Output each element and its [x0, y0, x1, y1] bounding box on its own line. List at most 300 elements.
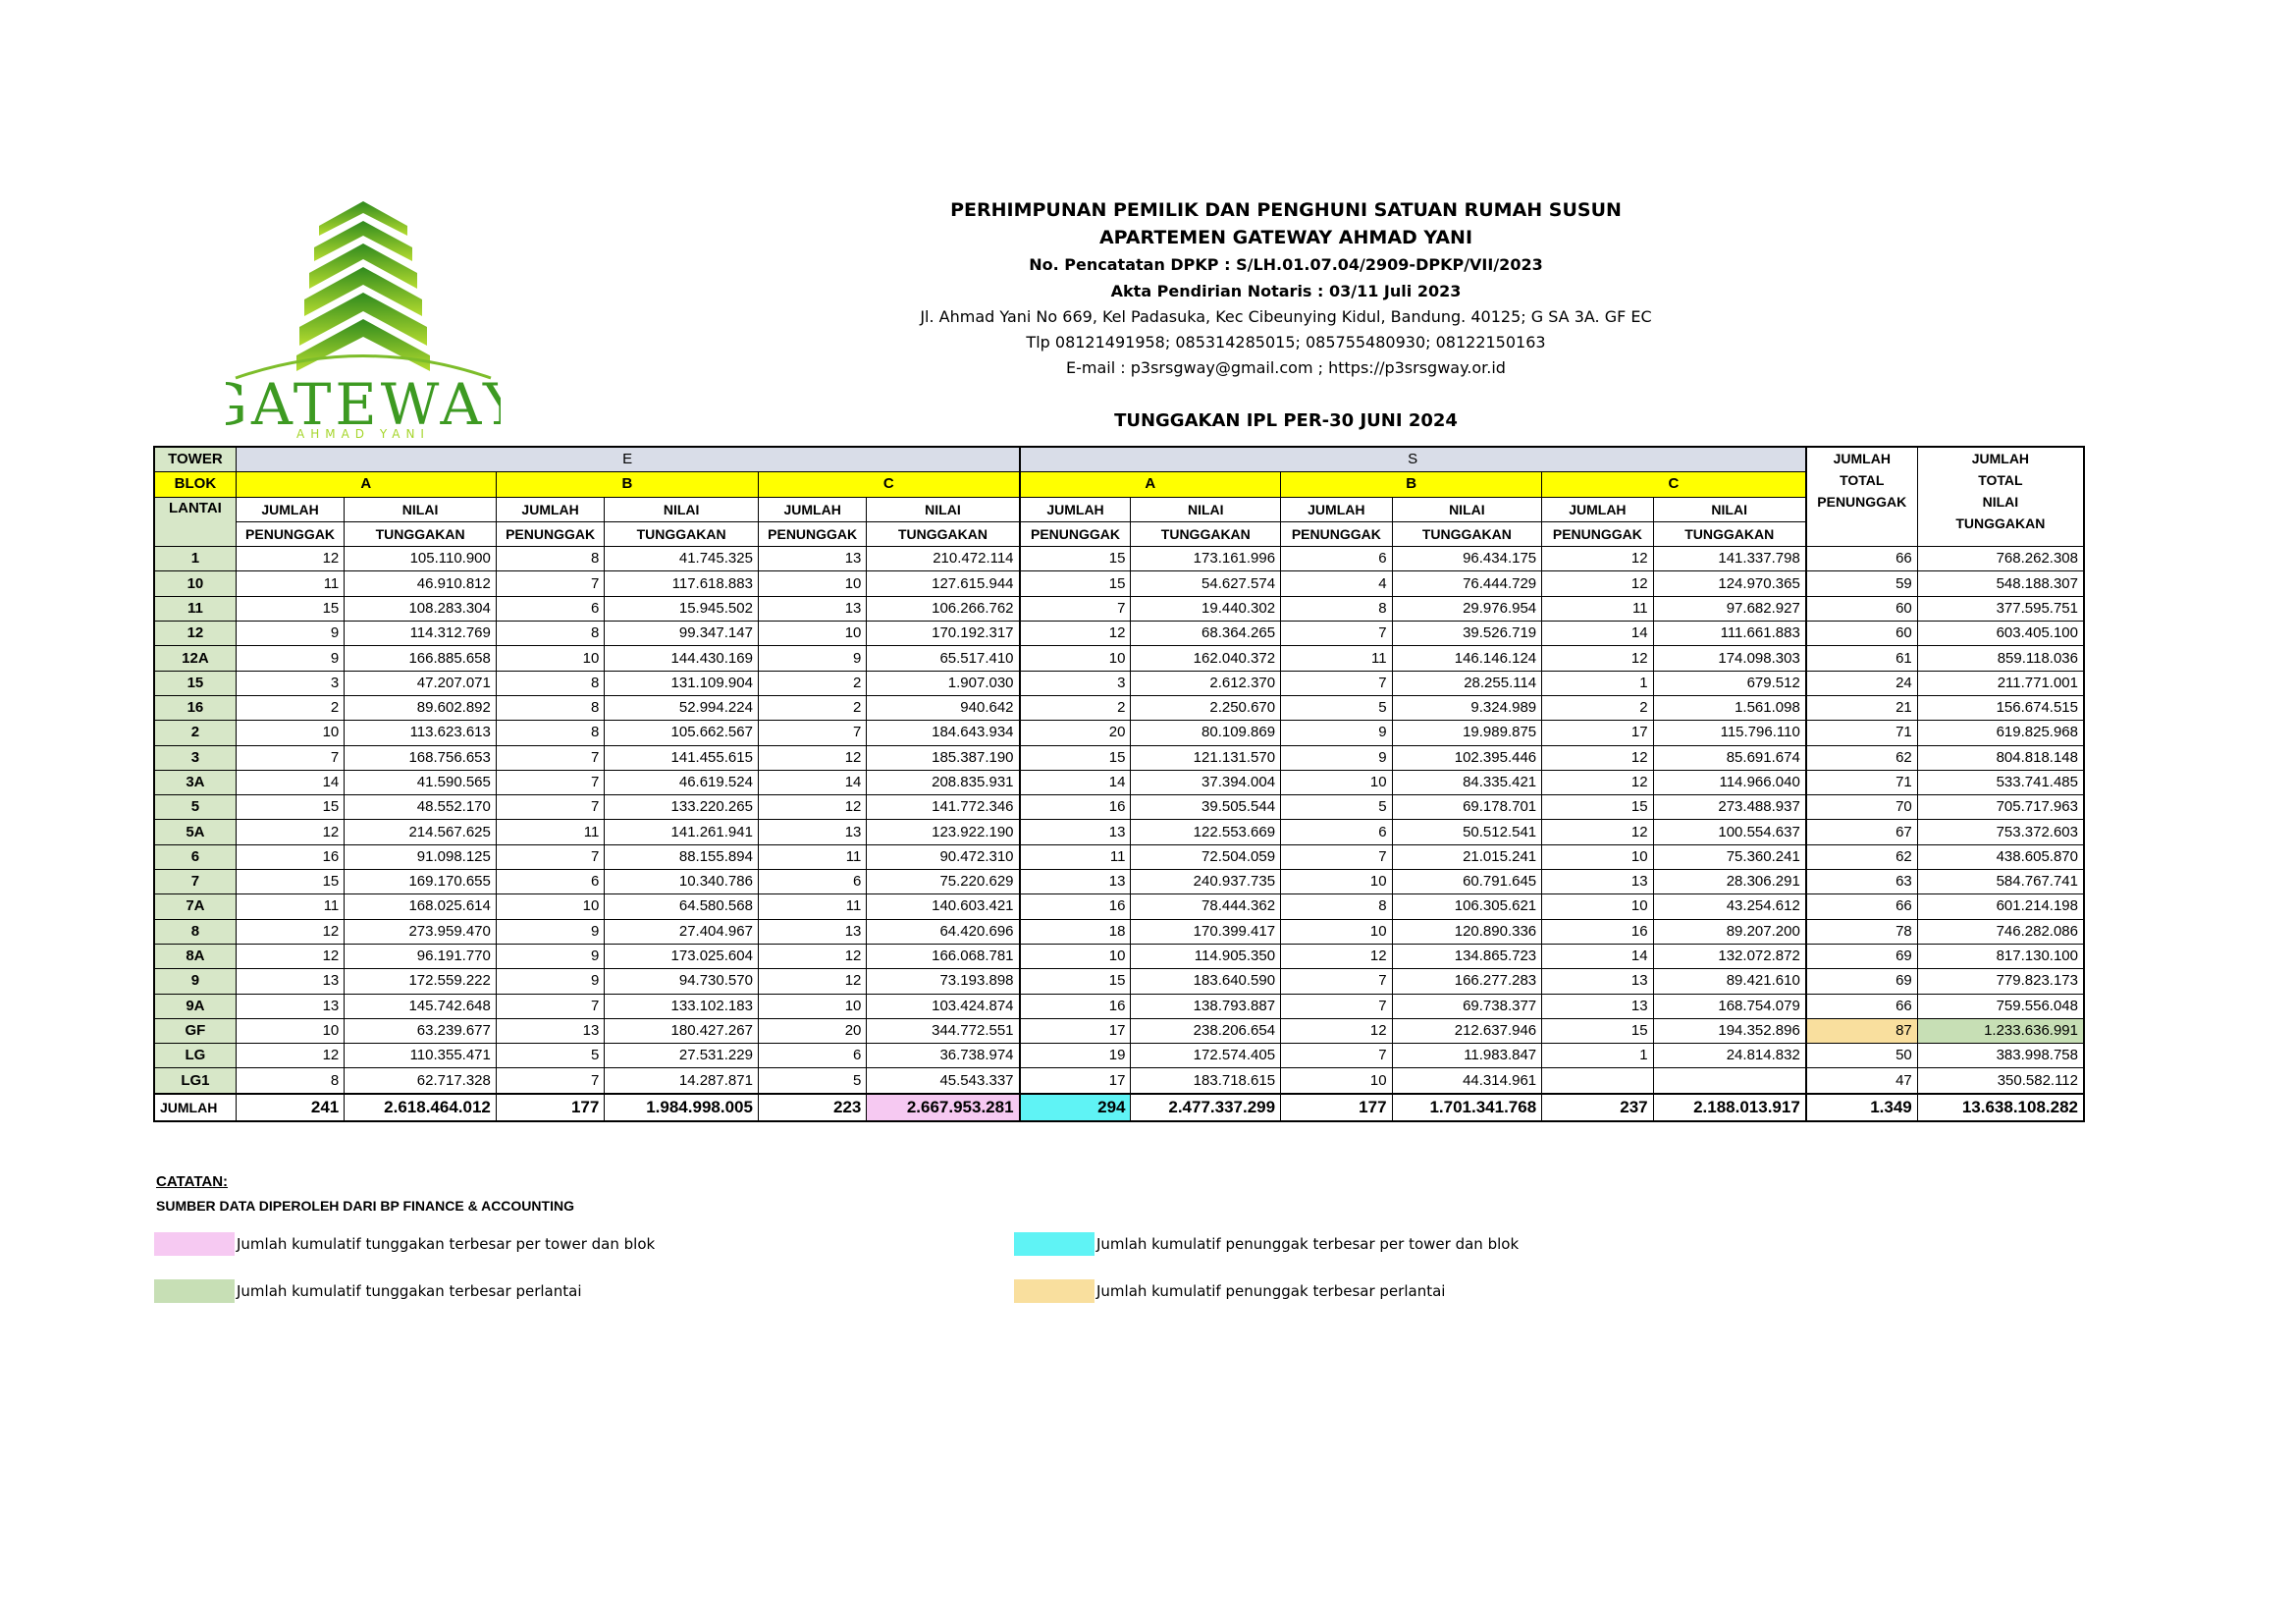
- tunggakan-value-cell: 124.970.365: [1653, 571, 1806, 596]
- penunggak-count-cell: 19: [1020, 1044, 1131, 1068]
- penunggak-count-cell: 12: [236, 820, 344, 844]
- total-penunggak-header: [1806, 447, 1917, 547]
- col-tunggakan: TUNGGAKAN: [1653, 521, 1806, 546]
- legend-pink: [154, 1232, 655, 1256]
- tunggakan-value-cell: 78.444.362: [1131, 894, 1281, 919]
- header-text: TOTAL: [1978, 472, 2023, 488]
- tower-s-blok-c: C: [1542, 472, 1806, 497]
- penunggak-count-cell: 15: [1020, 571, 1131, 596]
- logo-wordmark: ATEWA: [251, 371, 484, 438]
- table-row: [154, 646, 2084, 671]
- penunggak-count-cell: 10: [236, 721, 344, 745]
- tunggakan-value-cell: 94.730.570: [605, 969, 759, 994]
- tunggakan-value-cell: 117.618.883: [605, 571, 759, 596]
- legend-swatch-yellow: [1014, 1279, 1095, 1303]
- tunggakan-value-cell: 75.220.629: [867, 870, 1020, 894]
- floor-label: GF: [154, 1018, 236, 1043]
- tunggakan-value-cell: 1.701.341.768: [1392, 1094, 1542, 1121]
- tunggakan-value-cell: 108.283.304: [345, 596, 497, 621]
- penunggak-count-cell: 10: [1281, 870, 1392, 894]
- table-row: [154, 844, 2084, 869]
- penunggak-count-cell: 2: [758, 671, 866, 695]
- penunggak-count-cell: 7: [758, 721, 866, 745]
- header-row-blok: [154, 472, 2084, 497]
- table-body: [154, 547, 2084, 1121]
- tunggakan-value-cell: 131.109.904: [605, 671, 759, 695]
- tunggakan-value-cell: 184.643.934: [867, 721, 1020, 745]
- penunggak-count-cell: 1.349: [1806, 1094, 1917, 1121]
- floor-label: 3: [154, 745, 236, 770]
- tunggakan-value-cell: 28.255.114: [1392, 671, 1542, 695]
- tunggakan-value-cell: 121.131.570: [1131, 745, 1281, 770]
- address: Jl. Ahmad Yani No 669, Kel Padasuka, Kec Cibeunying Kidul, Bandung. 40125; G SA 3A. GF EC: [920, 307, 1652, 326]
- penunggak-count-cell: 5: [758, 1068, 866, 1094]
- tunggakan-value-cell: 21.015.241: [1392, 844, 1542, 869]
- penunggak-count-cell: 6: [758, 1044, 866, 1068]
- table-row: [154, 1044, 2084, 1068]
- floor-label: 7A: [154, 894, 236, 919]
- legend-swatch-cyan: [1014, 1232, 1095, 1256]
- penunggak-count-cell: 9: [236, 646, 344, 671]
- penunggak-count-cell: 237: [1542, 1094, 1653, 1121]
- penunggak-count-cell: 10: [1281, 919, 1392, 944]
- col-tunggakan: TUNGGAKAN: [345, 521, 497, 546]
- floor-label: 15: [154, 671, 236, 695]
- tunggakan-value-cell: 10.340.786: [605, 870, 759, 894]
- penunggak-count-cell: 8: [236, 1068, 344, 1094]
- tunggakan-value-cell: 114.905.350: [1131, 944, 1281, 968]
- notes-title: CATATAN:: [156, 1173, 229, 1190]
- penunggak-count-cell: 10: [1281, 1068, 1392, 1094]
- tunggakan-value-cell: 133.102.183: [605, 994, 759, 1018]
- floor-label: 5: [154, 795, 236, 820]
- tunggakan-value-cell: 72.504.059: [1131, 844, 1281, 869]
- tunggakan-value-cell: 19.989.875: [1392, 721, 1542, 745]
- tunggakan-value-cell: 46.619.524: [605, 770, 759, 794]
- lantai-label: LANTAI: [154, 497, 236, 547]
- penunggak-count-cell: 71: [1806, 770, 1917, 794]
- penunggak-count-cell: 15: [1542, 1018, 1653, 1043]
- tunggakan-value-cell: 96.191.770: [345, 944, 497, 968]
- tunggakan-value-cell: 156.674.515: [1917, 695, 2084, 720]
- penunggak-count-cell: 12: [1542, 547, 1653, 571]
- tunggakan-value-cell: 2.477.337.299: [1131, 1094, 1281, 1121]
- header-text: JUMLAH: [1833, 451, 1891, 466]
- penunggak-count-cell: 12: [1542, 571, 1653, 596]
- tunggakan-value-cell: 210.472.114: [867, 547, 1020, 571]
- tunggakan-value-cell: 2.188.013.917: [1653, 1094, 1806, 1121]
- tunggakan-value-cell: 64.420.696: [867, 919, 1020, 944]
- tunggakan-value-cell: 238.206.654: [1131, 1018, 1281, 1043]
- tunggakan-value-cell: 804.818.148: [1917, 745, 2084, 770]
- tunggakan-value-cell: 183.640.590: [1131, 969, 1281, 994]
- penunggak-count-cell: 16: [1020, 894, 1131, 919]
- penunggak-count-cell: 7: [496, 770, 604, 794]
- table-row: [154, 547, 2084, 571]
- tunggakan-value-cell: 113.623.613: [345, 721, 497, 745]
- tunggakan-value-cell: 52.994.224: [605, 695, 759, 720]
- penunggak-count-cell: 9: [1281, 745, 1392, 770]
- tunggakan-value-cell: 166.885.658: [345, 646, 497, 671]
- tunggakan-value-cell: 123.922.190: [867, 820, 1020, 844]
- penunggak-count-cell: 9: [496, 919, 604, 944]
- penunggak-count-cell: 15: [1020, 547, 1131, 571]
- floor-label: 12A: [154, 646, 236, 671]
- col-tunggakan: TUNGGAKAN: [1131, 521, 1281, 546]
- header-row-columns-1: [154, 497, 2084, 521]
- floor-label: 9: [154, 969, 236, 994]
- total-label: JUMLAH: [154, 1094, 236, 1121]
- tunggakan-value-cell: 2.667.953.281: [867, 1094, 1020, 1121]
- tunggakan-value-cell: 273.959.470: [345, 919, 497, 944]
- col-nilai: NILAI: [1653, 497, 1806, 521]
- penunggak-count-cell: 7: [1281, 994, 1392, 1018]
- penunggak-count-cell: 14: [1542, 622, 1653, 646]
- total-row: [154, 1094, 2084, 1121]
- penunggak-count-cell: 7: [1281, 622, 1392, 646]
- header-row-columns-2: [154, 521, 2084, 546]
- tunggakan-value-cell: 62.717.328: [345, 1068, 497, 1094]
- penunggak-count-cell: 15: [1020, 745, 1131, 770]
- col-tunggakan: TUNGGAKAN: [605, 521, 759, 546]
- penunggak-count-cell: 8: [496, 671, 604, 695]
- col-jumlah: JUMLAH: [758, 497, 866, 521]
- penunggak-count-cell: 10: [758, 994, 866, 1018]
- penunggak-count-cell: 12: [1542, 820, 1653, 844]
- table-row: [154, 671, 2084, 695]
- col-penunggak: PENUNGGAK: [496, 521, 604, 546]
- penunggak-count-cell: 5: [1281, 795, 1392, 820]
- tunggakan-value-cell: 185.387.190: [867, 745, 1020, 770]
- tunggakan-value-cell: 817.130.100: [1917, 944, 2084, 968]
- penunggak-count-cell: 6: [758, 870, 866, 894]
- tunggakan-value-cell: 1.561.098: [1653, 695, 1806, 720]
- table-row: [154, 894, 2084, 919]
- penunggak-count-cell: 10: [496, 646, 604, 671]
- penunggak-count-cell: 2: [236, 695, 344, 720]
- penunggak-count-cell: 7: [236, 745, 344, 770]
- penunggak-count-cell: 11: [1281, 646, 1392, 671]
- col-jumlah: JUMLAH: [1020, 497, 1131, 521]
- header-text: TUNGGAKAN: [1955, 515, 2046, 531]
- penunggak-count-cell: 13: [758, 919, 866, 944]
- penunggak-count-cell: 13: [236, 994, 344, 1018]
- tunggakan-value-cell: 383.998.758: [1917, 1044, 2084, 1068]
- registration-number: No. Pencatatan DPKP : S/LH.01.07.04/2909-DPKP/VII/2023: [1029, 255, 1543, 274]
- col-penunggak: PENUNGGAK: [236, 521, 344, 546]
- penunggak-count-cell: 10: [758, 571, 866, 596]
- tunggakan-value-cell: 41.745.325: [605, 547, 759, 571]
- penunggak-count-cell: 10: [1542, 844, 1653, 869]
- floor-label: 3A: [154, 770, 236, 794]
- tunggakan-value-cell: 194.352.896: [1653, 1018, 1806, 1043]
- tunggakan-value-cell: 145.742.648: [345, 994, 497, 1018]
- tunggakan-value-cell: 90.472.310: [867, 844, 1020, 869]
- tunggakan-value-cell: 132.072.872: [1653, 944, 1806, 968]
- tunggakan-value-cell: 746.282.086: [1917, 919, 2084, 944]
- penunggak-count-cell: 8: [496, 695, 604, 720]
- legend-swatch-green: [154, 1279, 235, 1303]
- notes-section: [156, 1173, 574, 1214]
- tunggakan-value-cell: 172.574.405: [1131, 1044, 1281, 1068]
- penunggak-count-cell: 14: [758, 770, 866, 794]
- col-nilai: NILAI: [1392, 497, 1542, 521]
- tunggakan-value-cell: 169.170.655: [345, 870, 497, 894]
- penunggak-count-cell: 10: [1542, 894, 1653, 919]
- penunggak-count-cell: 24: [1806, 671, 1917, 695]
- tunggakan-value-cell: 133.220.265: [605, 795, 759, 820]
- penunggak-count-cell: 4: [1281, 571, 1392, 596]
- tower-s-header: S: [1020, 447, 1806, 472]
- tunggakan-value-cell: 779.823.173: [1917, 969, 2084, 994]
- penunggak-count-cell: 8: [496, 721, 604, 745]
- tunggakan-value-cell: 174.098.303: [1653, 646, 1806, 671]
- table-row: [154, 944, 2084, 968]
- tunggakan-value-cell: 533.741.485: [1917, 770, 2084, 794]
- col-penunggak: PENUNGGAK: [758, 521, 866, 546]
- penunggak-count-cell: 7: [1281, 969, 1392, 994]
- penunggak-count-cell: 70: [1806, 795, 1917, 820]
- gateway-logo: [226, 196, 501, 442]
- penunggak-count-cell: 9: [496, 969, 604, 994]
- tunggakan-value-cell: 122.553.669: [1131, 820, 1281, 844]
- tunggakan-value-cell: 2.612.370: [1131, 671, 1281, 695]
- tunggakan-value-cell: 211.771.001: [1917, 671, 2084, 695]
- table-row: [154, 622, 2084, 646]
- tunggakan-value-cell: 85.691.674: [1653, 745, 1806, 770]
- tunggakan-value-cell: 80.109.869: [1131, 721, 1281, 745]
- penunggak-count-cell: 1: [1542, 1044, 1653, 1068]
- tunggakan-value-cell: 91.098.125: [345, 844, 497, 869]
- tunggakan-value-cell: 377.595.751: [1917, 596, 2084, 621]
- tower-e-blok-c: C: [758, 472, 1019, 497]
- table-row: [154, 745, 2084, 770]
- tunggakan-value-cell: 138.793.887: [1131, 994, 1281, 1018]
- penunggak-count-cell: 20: [1020, 721, 1131, 745]
- penunggak-count-cell: 10: [496, 894, 604, 919]
- penunggak-count-cell: 13: [236, 969, 344, 994]
- table-row: [154, 571, 2084, 596]
- tunggakan-value-cell: 166.068.781: [867, 944, 1020, 968]
- penunggak-count-cell: 11: [1020, 844, 1131, 869]
- tunggakan-value-cell: 1.233.636.991: [1917, 1018, 2084, 1043]
- tunggakan-value-cell: 141.455.615: [605, 745, 759, 770]
- penunggak-count-cell: 60: [1806, 622, 1917, 646]
- tunggakan-value-cell: 344.772.551: [867, 1018, 1020, 1043]
- col-jumlah: JUMLAH: [236, 497, 344, 521]
- tunggakan-value-cell: 14.287.871: [605, 1068, 759, 1094]
- penunggak-count-cell: 294: [1020, 1094, 1131, 1121]
- table-row: [154, 870, 2084, 894]
- tunggakan-value-cell: 68.364.265: [1131, 622, 1281, 646]
- tunggakan-value-cell: 753.372.603: [1917, 820, 2084, 844]
- penunggak-count-cell: 13: [1542, 969, 1653, 994]
- tunggakan-value-cell: 601.214.198: [1917, 894, 2084, 919]
- tunggakan-value-cell: 69.178.701: [1392, 795, 1542, 820]
- penunggak-count-cell: 6: [496, 596, 604, 621]
- tunggakan-value-cell: 120.890.336: [1392, 919, 1542, 944]
- tunggakan-value-cell: 166.277.283: [1392, 969, 1542, 994]
- penunggak-count-cell: 14: [1020, 770, 1131, 794]
- penunggak-count-cell: 16: [1020, 795, 1131, 820]
- tunggakan-value-cell: 548.188.307: [1917, 571, 2084, 596]
- tunggakan-value-cell: 168.756.653: [345, 745, 497, 770]
- penunggak-count-cell: 177: [496, 1094, 604, 1121]
- tunggakan-value-cell: 240.937.735: [1131, 870, 1281, 894]
- tower-s-blok-a: A: [1020, 472, 1281, 497]
- penunggak-count-cell: 6: [496, 870, 604, 894]
- penunggak-count-cell: 17: [1542, 721, 1653, 745]
- tunggakan-value-cell: 350.582.112: [1917, 1068, 2084, 1094]
- tower-e-blok-a: A: [236, 472, 496, 497]
- penunggak-count-cell: 21: [1806, 695, 1917, 720]
- tunggakan-value-cell: 88.155.894: [605, 844, 759, 869]
- penunggak-count-cell: 5: [496, 1044, 604, 1068]
- tunggakan-value-cell: 89.602.892: [345, 695, 497, 720]
- tunggakan-value-cell: 39.505.544: [1131, 795, 1281, 820]
- tunggakan-value-cell: [1653, 1068, 1806, 1094]
- org-name: PERHIMPUNAN PEMILIK DAN PENGHUNI SATUAN RUMAH SUSUN: [950, 199, 1622, 221]
- table-row: [154, 695, 2084, 720]
- penunggak-count-cell: 18: [1020, 919, 1131, 944]
- penunggak-count-cell: 13: [1542, 994, 1653, 1018]
- tunggakan-value-cell: 103.424.874: [867, 994, 1020, 1018]
- contact-email-web: E-mail : p3srsgway@gmail.com ; https://p3srsgway.or.id: [1066, 358, 1506, 377]
- tunggakan-value-cell: 115.796.110: [1653, 721, 1806, 745]
- tunggakan-value-cell: 114.312.769: [345, 622, 497, 646]
- table-row: [154, 1068, 2084, 1094]
- penunggak-count-cell: 12: [236, 919, 344, 944]
- tunggakan-value-cell: 705.717.963: [1917, 795, 2084, 820]
- penunggak-count-cell: 9: [236, 622, 344, 646]
- tunggakan-value-cell: 29.976.954: [1392, 596, 1542, 621]
- legend-green-label: Jumlah kumulatif tunggakan terbesar perlantai: [237, 1282, 582, 1300]
- floor-label: 8A: [154, 944, 236, 968]
- penunggak-count-cell: 11: [1542, 596, 1653, 621]
- floor-label: 5A: [154, 820, 236, 844]
- penunggak-count-cell: 6: [1281, 820, 1392, 844]
- penunggak-count-cell: 3: [1020, 671, 1131, 695]
- tunggakan-value-cell: 50.512.541: [1392, 820, 1542, 844]
- penunggak-count-cell: 177: [1281, 1094, 1392, 1121]
- tunggakan-value-cell: 141.261.941: [605, 820, 759, 844]
- penunggak-count-cell: 7: [1281, 671, 1392, 695]
- col-penunggak: PENUNGGAK: [1020, 521, 1131, 546]
- penunggak-count-cell: 2: [758, 695, 866, 720]
- legend-swatch-pink: [154, 1232, 235, 1256]
- penunggak-count-cell: 10: [1020, 646, 1131, 671]
- penunggak-count-cell: 66: [1806, 994, 1917, 1018]
- penunggak-count-cell: 66: [1806, 547, 1917, 571]
- penunggak-count-cell: 12: [1542, 745, 1653, 770]
- tunggakan-value-cell: 173.161.996: [1131, 547, 1281, 571]
- penunggak-count-cell: 10: [1281, 770, 1392, 794]
- penunggak-count-cell: 20: [758, 1018, 866, 1043]
- tunggakan-value-cell: 679.512: [1653, 671, 1806, 695]
- penunggak-count-cell: 223: [758, 1094, 866, 1121]
- blok-label: BLOK: [154, 472, 236, 497]
- legend-green: [154, 1279, 582, 1303]
- table-row: [154, 1018, 2084, 1043]
- tunggakan-value-cell: 859.118.036: [1917, 646, 2084, 671]
- penunggak-count-cell: 71: [1806, 721, 1917, 745]
- floor-label: 6: [154, 844, 236, 869]
- penunggak-count-cell: 13: [496, 1018, 604, 1043]
- tunggakan-value-cell: 212.637.946: [1392, 1018, 1542, 1043]
- penunggak-count-cell: 14: [1542, 944, 1653, 968]
- tunggakan-value-cell: 140.603.421: [867, 894, 1020, 919]
- penunggak-count-cell: 15: [236, 795, 344, 820]
- penunggak-count-cell: 15: [1542, 795, 1653, 820]
- penunggak-count-cell: 7: [496, 994, 604, 1018]
- total-nilai-header: [1917, 447, 2084, 547]
- tunggakan-value-cell: 173.025.604: [605, 944, 759, 968]
- penunggak-count-cell: 69: [1806, 969, 1917, 994]
- penunggak-count-cell: 8: [496, 547, 604, 571]
- floor-label: 8: [154, 919, 236, 944]
- tunggakan-value-cell: 134.865.723: [1392, 944, 1542, 968]
- tunggakan-value-cell: 69.738.377: [1392, 994, 1542, 1018]
- legend-cyan-label: Jumlah kumulatif penunggak terbesar per tower dan blok: [1096, 1235, 1520, 1253]
- floor-label: 2: [154, 721, 236, 745]
- col-nilai: NILAI: [605, 497, 759, 521]
- tunggakan-value-cell: 106.305.621: [1392, 894, 1542, 919]
- tunggakan-value-cell: 75.360.241: [1653, 844, 1806, 869]
- tunggakan-value-cell: 102.395.446: [1392, 745, 1542, 770]
- penunggak-count-cell: 67: [1806, 820, 1917, 844]
- tunggakan-value-cell: 64.580.568: [605, 894, 759, 919]
- penunggak-count-cell: 9: [758, 646, 866, 671]
- penunggak-count-cell: 10: [236, 1018, 344, 1043]
- tunggakan-value-cell: 1.907.030: [867, 671, 1020, 695]
- tunggakan-value-cell: 41.590.565: [345, 770, 497, 794]
- tunggakan-value-cell: 19.440.302: [1131, 596, 1281, 621]
- col-tunggakan: TUNGGAKAN: [1392, 521, 1542, 546]
- tunggakan-value-cell: 105.662.567: [605, 721, 759, 745]
- penunggak-count-cell: 12: [236, 944, 344, 968]
- tunggakan-value-cell: 940.642: [867, 695, 1020, 720]
- penunggak-count-cell: 11: [758, 844, 866, 869]
- tunggakan-value-cell: 99.347.147: [605, 622, 759, 646]
- table-row: [154, 994, 2084, 1018]
- penunggak-count-cell: 12: [236, 1044, 344, 1068]
- penunggak-count-cell: 87: [1806, 1018, 1917, 1043]
- col-jumlah: JUMLAH: [1542, 497, 1653, 521]
- floor-label: 11: [154, 596, 236, 621]
- penunggak-count-cell: 12: [758, 795, 866, 820]
- tunggakan-value-cell: 89.207.200: [1653, 919, 1806, 944]
- penunggak-count-cell: 10: [758, 622, 866, 646]
- tower-e-header: E: [236, 447, 1019, 472]
- tunggakan-value-cell: 44.314.961: [1392, 1068, 1542, 1094]
- table-row: [154, 770, 2084, 794]
- floor-label: 10: [154, 571, 236, 596]
- tunggakan-value-cell: 144.430.169: [605, 646, 759, 671]
- tunggakan-value-cell: 106.266.762: [867, 596, 1020, 621]
- penunggak-count-cell: 78: [1806, 919, 1917, 944]
- floor-label: 12: [154, 622, 236, 646]
- penunggak-count-cell: 13: [1542, 870, 1653, 894]
- penunggak-count-cell: 13: [1020, 820, 1131, 844]
- tunggakan-value-cell: 110.355.471: [345, 1044, 497, 1068]
- tunggakan-value-cell: 146.146.124: [1392, 646, 1542, 671]
- penunggak-count-cell: 8: [496, 622, 604, 646]
- penunggak-count-cell: 59: [1806, 571, 1917, 596]
- tunggakan-value-cell: 114.966.040: [1653, 770, 1806, 794]
- logo-subtext: AHMAD YANI: [296, 427, 430, 441]
- penunggak-count-cell: 1: [1542, 671, 1653, 695]
- penunggak-count-cell: 12: [758, 745, 866, 770]
